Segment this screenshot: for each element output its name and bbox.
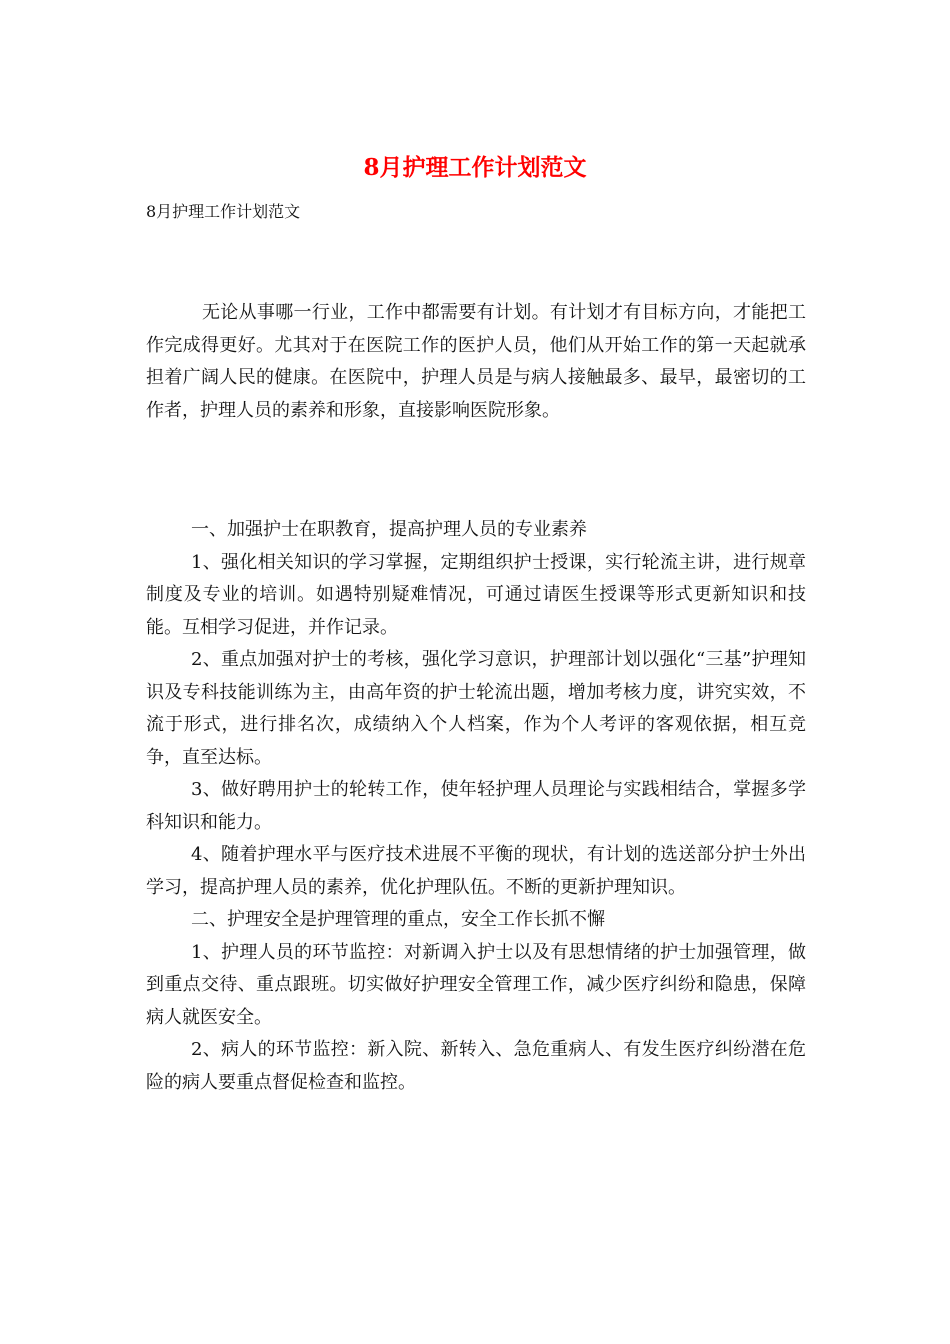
paragraph-2-1: 1、护理人员的环节监控：对新调入护士以及有思想情绪的护士加强管理，做到重点交待、重点跟班。切实做好护理安全管理工作，减少医疗纠纷和隐患，保障病人就医安全。 (146, 941, 806, 1028)
section-heading-1: 一、加强护士在职教育，提高护理人员的专业素养 (191, 519, 587, 540)
body-section (146, 514, 806, 1099)
document-subtitle: 8月护理工作计划范文 (146, 202, 301, 221)
intro-section (146, 297, 806, 427)
paragraph-1-1: 1、强化相关知识的学习掌握，定期组织护士授课，实行轮流主讲，进行规章制度及专业的培训。如遇特别疑难情况，可通过请医生授课等形式更新知识和技能。互相学习促进，并作记录。 (146, 551, 806, 638)
document-title: 8月护理工作计划范文 (363, 154, 587, 181)
intro-paragraph: 无论从事哪一行业，工作中都需要有计划。有计划才有目标方向，才能把工作完成得更好。尤其对于在医院工作的医护人员，他们从开始工作的第一天起就承担着广阔人民的健康。在医院中，护理人员是与病人接触最多、最早，最密切的工作者，护理人员的素养和形象，直接影响医院形象。 (146, 302, 806, 421)
paragraph-1-3: 3、做好聘用护士的轮转工作，使年轻护理人员理论与实践相结合，掌握多学科知识和能力。 (146, 779, 806, 833)
paragraph-1-2: 2、重点加强对护士的考核，强化学习意识，护理部计划以强化“三基”护理知识及专科技能训练为主，由高年资的护士轮流出题，增加考核力度，讲究实效，不流于形式，进行排名次，成绩纳入个人档案，作为个人考评的客观依据，相互竞争，直至达标。 (146, 649, 806, 768)
paragraph-1-4: 4、随着护理水平与医疗技术进展不平衡的现状，有计划的选送部分护士外出学习，提高护理人员的素养，优化护理队伍。不断的更新护理知识。 (146, 844, 806, 898)
paragraph-2-2: 2、病人的环节监控：新入院、新转入、急危重病人、有发生医疗纠纷潜在危险的病人要重点督促检查和监控。 (146, 1039, 806, 1093)
section-heading-2: 二、护理安全是护理管理的重点，安全工作长抓不懈 (191, 909, 605, 930)
